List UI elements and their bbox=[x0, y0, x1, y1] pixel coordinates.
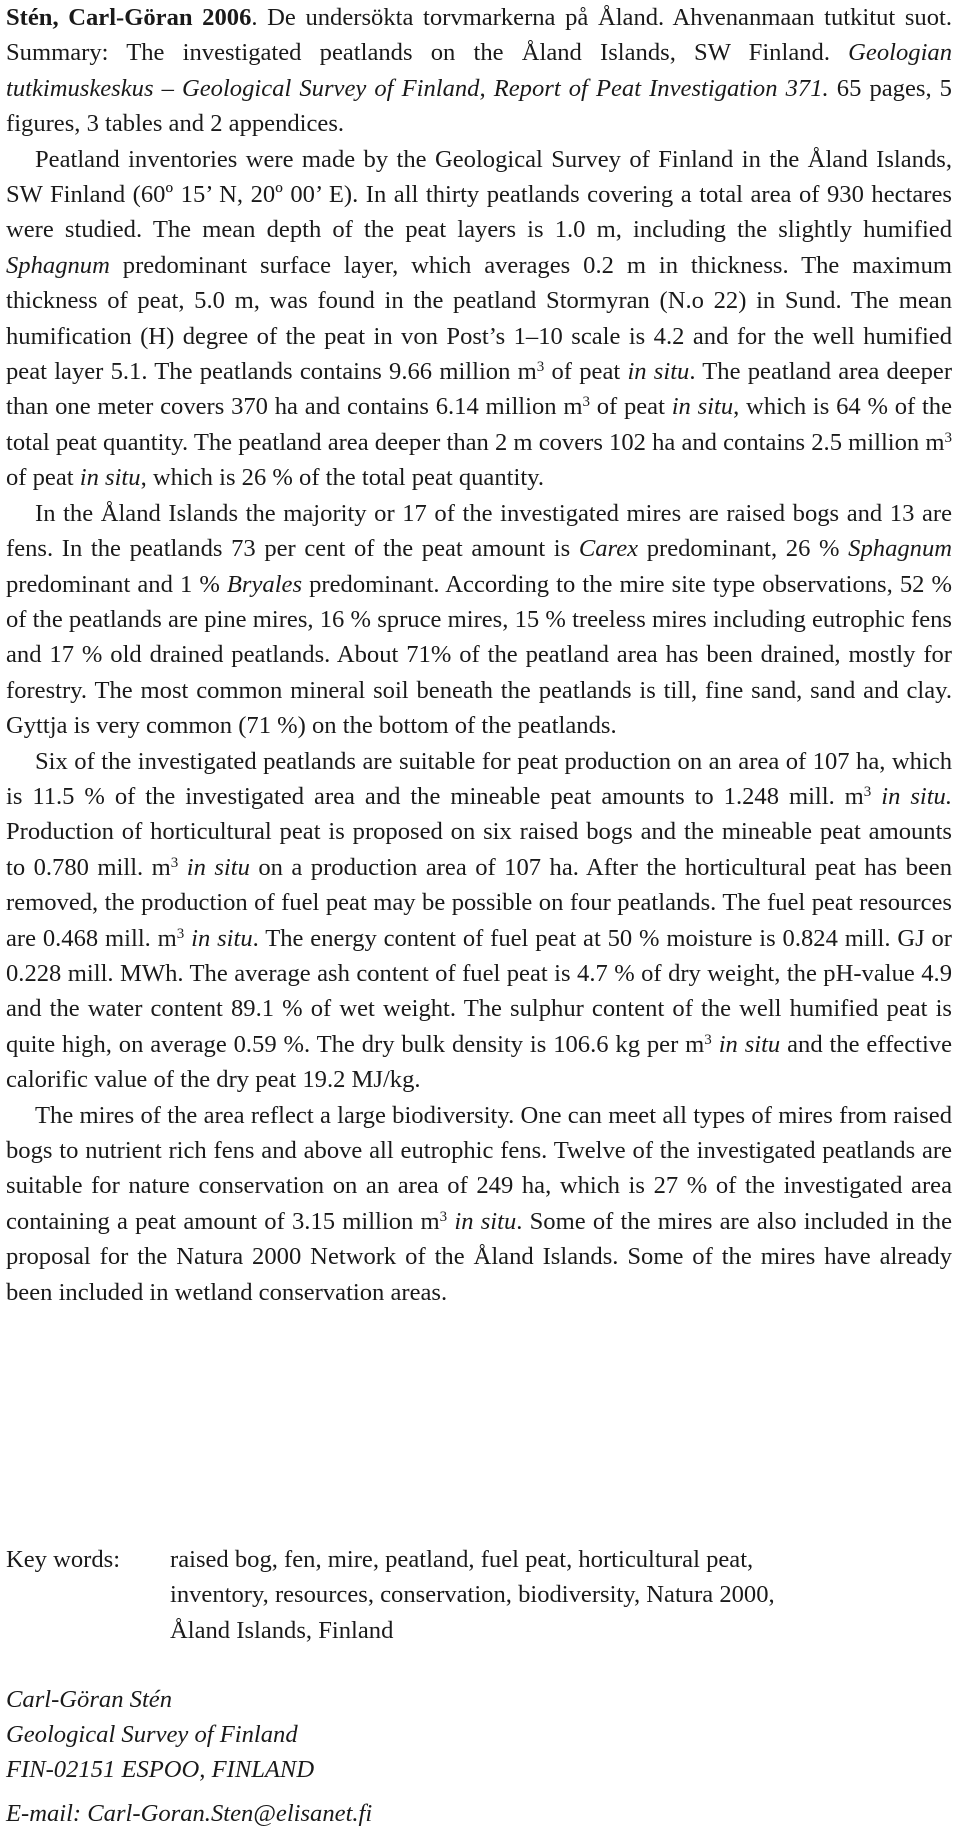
summary-paragraph-2: In the Åland Islands the majority or 17 of the investigated mires are raised bogs and 13 are fens. In the peatlands 73 per cent of the peat amount is Carex predominant, 26 % Sphagnum predominant and 1 % Bryales predominant. According to the mire site type observations, 52 % of the peatlands are pine mires, 16 % spruce mires, 15 % treeless mires including eutrophic fens and 17 % old drained peatlands. About 71% of the peatland area has been drained, mostly for forestry. The most common mineral soil beneath the peatlands is till, fine sand, sand and clay. Gyttja is very common (71 %) on the bottom of the peatlands. bbox=[6, 499, 953, 740]
keywords-line: raised bog, fen, mire, peatland, fuel peat, horticultural peat, bbox=[170, 1546, 754, 1573]
author-organization: Geological Survey of Finland bbox=[6, 1721, 298, 1748]
summary-paragraph-1: Peatland inventories were made by the Geological Survey of Finland in the Åland Islands, SW Finland (60º 15’ N, 20º 00’ E). In all thirty peatlands covering a total area of 930 hectares were studied. The mean depth of the peat layers is 1.0 m, including the slightly humified Sphagnum predominant surface layer, which averages 0.2 m in thickness. The maximum thickness of peat, 5.0 m, was found in the peatland Stormyran (N.o 22) in Sund. The mean humification (H) degree of the peat in von Post’s 1–10 scale is 4.2 and for the well humified peat layer 5.1. The peatlands contains 9.66 million $m^3$ of peat in situ. The peatland area deeper than one meter covers 370 ha and contains 6.14 million $m^3$ of peat in situ, which is 64 % of the total peat quantity. The peatland area deeper than 2 m covers 102 ha and contains 2.5 million $m^3$ of peat in situ, which is 26 % of the total peat quantity. bbox=[6, 145, 953, 492]
keywords-line: inventory, resources, conservation, biodiversity, Natura 2000, bbox=[170, 1581, 775, 1609]
citation-extent: 65 pages, 5 figures, 3 tables and 2 appendices. bbox=[6, 74, 952, 138]
summary-paragraph-4: The mires of the area reflect a large biodiversity. One can meet all types of mires from raised bogs to nutrient rich fens and above all eutrophic fens. Twelve of the investigated peatlands are suitable for nature conservation on an area of 249 ha, which is 27 % of the investigated area containing a peat amount of 3.15 million $m^3$ in situ. Some of the mires are also included in the proposal for the Natura 2000 Network of the Åland Islands. Some of the mires have already been included in wetland conservation areas. bbox=[6, 1101, 952, 1306]
summary-paragraph-3: Six of the investigated peatlands are suitable for peat production on an area of 107 ha, which is 11.5 % of the investigated area and the mineable peat amounts to 1.248 mill. $m^3$ in situ. Production of horticultural peat is proposed on six raised bogs and the mineable peat amounts to 0.780 mill. $m^3$ in situ on a production area of 107 ha. After the horticultural peat has been removed, the production of fuel peat may be possible on four peatlands. The fuel peat resources are 0.468 mill. $m^3$ in situ. The energy content of fuel peat at 50 % moisture is 0.824 mill. GJ or 0.228 mill. MWh. The average ash content of fuel peat is 4.7 % of dry weight, the pH-value 4.9 and the water content 89.1 % of wet weight. The sulphur content of the well humified peat is quite high, on average 0.59 %. The dry bulk density is 106.6 kg per $m^3$ in situ and the effective calorific value of the dry peat 19.2 MJ/kg. bbox=[6, 747, 953, 1094]
author-address bbox=[6, 1682, 372, 1831]
author-name: Carl-Göran Stén bbox=[6, 1686, 173, 1713]
keywords-list bbox=[170, 1542, 952, 1648]
author-email[interactable]: E-mail: Carl-Goran.Sten@elisanet.fi bbox=[6, 1800, 373, 1827]
citation-author-year: Stén, Carl-Göran 2006 bbox=[6, 4, 252, 31]
citation-series: Geologian tutkimuskeskus – Geological Survey of Finland, Report of Peat Investigation 371. bbox=[6, 39, 952, 102]
citation-paragraph: Stén, Carl-Göran 2006. De undersökta torvmarkerna på Åland. Ahvenanmaan tutkitut suot. Summary: The investigated peatlands on the Åland Islands, SW Finland. Geologian tutkimuskeskus – Geological Survey of Finland, Report of Peat Investigation 371. 65 pages, 5 figures, 3 tables and 2 appendices. bbox=[6, 4, 952, 138]
keywords-line: Åland Islands, Finland bbox=[170, 1616, 394, 1644]
keywords-label: Key words: bbox=[6, 1546, 121, 1573]
author-city: FIN-02151 ESPOO, FINLAND bbox=[6, 1756, 315, 1783]
citation-title: De undersökta torvmarkerna på Åland. Ahvenanmaan tutkitut suot. Summary: The investigated peatlands on the Åland Islands, SW Finland. bbox=[6, 4, 952, 67]
abstract bbox=[6, 0, 952, 1310]
